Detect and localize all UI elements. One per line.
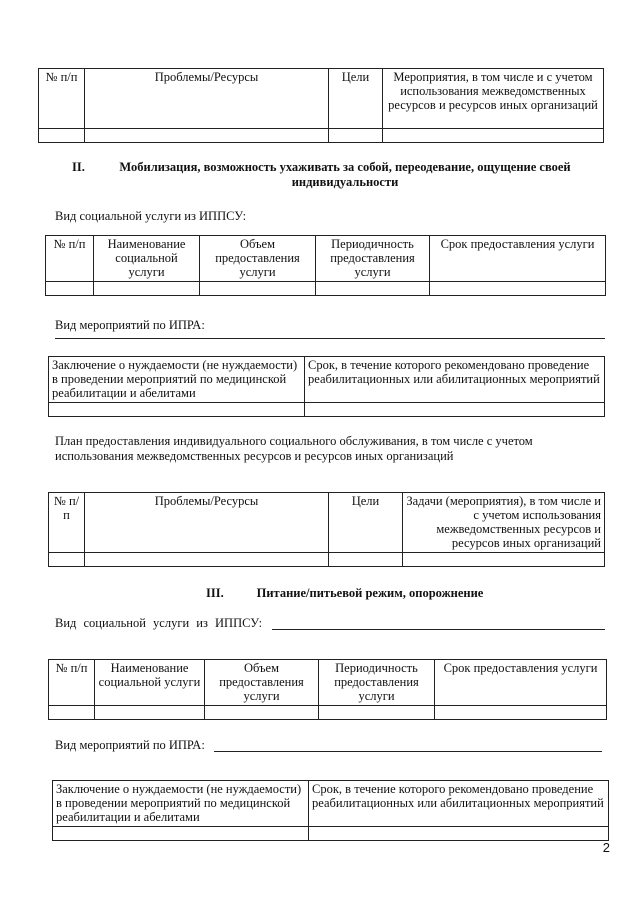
empty-cell xyxy=(200,282,316,296)
empty-cell xyxy=(39,129,85,143)
service-label: Вид социальной услуги из ИППСУ: xyxy=(55,616,263,630)
service-table-2 xyxy=(45,235,606,296)
col-tasks: Задачи (мероприятия), в том числе и с учетом использования межведомственных ресурсов и ресурсов иных организаций xyxy=(403,493,605,553)
col-service-name: Наименование социальной услуги xyxy=(95,660,205,706)
col-number: № п/п xyxy=(39,69,85,129)
empty-cell xyxy=(329,129,383,143)
empty-cell xyxy=(205,706,319,720)
col-conclusion: Заключение о нуждаемости (не нуждаемости) в проведении мероприятий по медицинской реабилитации и абелитами xyxy=(49,357,305,403)
col-frequency: Периодичность предоставления услуги xyxy=(319,660,435,706)
ipra-underline xyxy=(55,338,605,339)
col-frequency: Периодичность предоставления услуги xyxy=(316,236,430,282)
section-2-heading xyxy=(60,160,600,190)
col-rehab-term: Срок, в течение которого рекомендовано проведение реабилитационных или абилитационных мероприятий xyxy=(305,357,605,403)
col-rehab-term: Срок, в течение которого рекомендовано проведение реабилитационных или абилитационных мероприятий xyxy=(309,781,609,827)
col-number: № п/п xyxy=(49,493,85,553)
col-conclusion: Заключение о нуждаемости (не нуждаемости) в проведении мероприятий по медицинской реабилитации и абелитами xyxy=(53,781,309,827)
empty-cell xyxy=(94,282,200,296)
col-number: № п/п xyxy=(46,236,94,282)
col-goals: Цели xyxy=(329,69,383,129)
page-number: 2 xyxy=(602,840,610,855)
section-3-heading xyxy=(60,586,600,601)
plan-text: План предоставления индивидуального социального обслуживания, в том числе с учетом использования межведомственных ресурсов и ресурсов иных организаций xyxy=(55,434,533,463)
ipra-underline xyxy=(214,751,602,752)
section-title: Мобилизация, возможность ухаживать за собой, переодевание, ощущение своей индивидуальности xyxy=(119,160,571,189)
service-label: Вид социальной услуги из ИППСУ: xyxy=(55,209,247,223)
empty-cell xyxy=(46,282,94,296)
empty-cell xyxy=(403,553,605,567)
col-problems: Проблемы/Ресурсы xyxy=(85,69,329,129)
service-table-3 xyxy=(48,659,607,720)
section-title: Питание/питьевой режим, опорожнение xyxy=(256,586,484,600)
empty-cell xyxy=(316,282,430,296)
col-number: № п/п xyxy=(49,660,95,706)
service-underline xyxy=(272,629,605,630)
empty-cell xyxy=(53,827,309,841)
empty-cell xyxy=(383,129,604,143)
col-goals: Цели xyxy=(329,493,403,553)
empty-cell xyxy=(95,706,205,720)
col-term: Срок предоставления услуги xyxy=(435,660,607,706)
empty-cell xyxy=(319,706,435,720)
col-activities: Мероприятия, в том числе и с учетом использования межведомственных ресурсов и ресурсов иных организаций xyxy=(383,69,604,129)
empty-cell xyxy=(329,553,403,567)
empty-cell xyxy=(49,553,85,567)
col-volume: Объем предоставления услуги xyxy=(200,236,316,282)
empty-cell xyxy=(49,706,95,720)
empty-cell xyxy=(305,403,605,417)
section-number: II. xyxy=(72,160,85,174)
col-service-name: Наименование социальной услуги xyxy=(94,236,200,282)
problems-resources-table-1 xyxy=(38,68,604,143)
col-volume: Объем предоставления услуги xyxy=(205,660,319,706)
empty-cell xyxy=(49,403,305,417)
empty-cell xyxy=(309,827,609,841)
empty-cell xyxy=(430,282,606,296)
ipra-table-2 xyxy=(48,356,605,417)
col-term: Срок предоставления услуги xyxy=(430,236,606,282)
ipra-label: Вид мероприятий по ИПРА: xyxy=(55,738,205,752)
section-number: III. xyxy=(206,586,224,600)
ipra-table-3 xyxy=(52,780,609,841)
empty-cell xyxy=(85,553,329,567)
empty-cell xyxy=(85,129,329,143)
ipra-label: Вид мероприятий по ИПРА: xyxy=(55,318,205,332)
plan-table xyxy=(48,492,605,567)
empty-cell xyxy=(435,706,607,720)
col-problems: Проблемы/Ресурсы xyxy=(85,493,329,553)
